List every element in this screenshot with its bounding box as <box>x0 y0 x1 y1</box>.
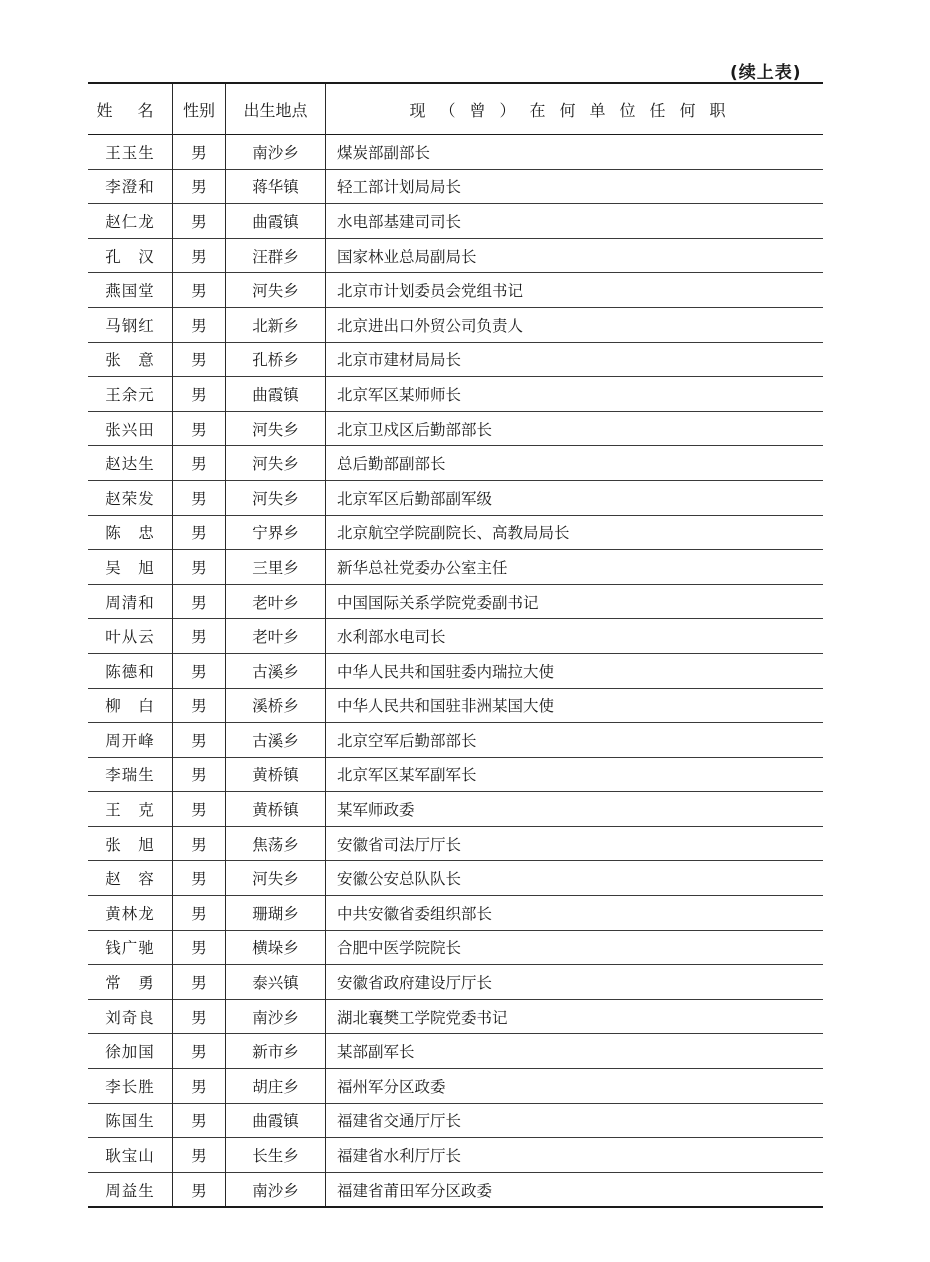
cell-gender: 男 <box>173 584 226 619</box>
cell-gender: 男 <box>173 688 226 723</box>
table-row <box>88 757 823 792</box>
table-row <box>88 273 823 308</box>
cell-name: 张 意 <box>105 351 155 370</box>
table-body <box>88 135 823 1208</box>
table-row <box>88 1034 823 1069</box>
cell-position: 福州军分区政委 <box>326 1069 824 1104</box>
cell-name: 孔 汉 <box>105 247 155 266</box>
table-row <box>88 480 823 515</box>
table-row <box>88 307 823 342</box>
cell-position: 北京市计划委员会党组书记 <box>326 273 824 308</box>
cell-name: 王余元 <box>105 385 155 404</box>
table-row <box>88 930 823 965</box>
cell-birthplace: 曲霞镇 <box>226 204 326 239</box>
cell-position: 北京军区某师师长 <box>326 377 824 412</box>
cell-gender: 男 <box>173 411 226 446</box>
cell-position: 福建省水利厅厅长 <box>326 1138 824 1173</box>
cell-birthplace: 河失乡 <box>226 861 326 896</box>
cell-name: 赵仁龙 <box>105 212 155 231</box>
cell-gender: 男 <box>173 1172 226 1207</box>
header-birthplace: 出生地点 <box>226 83 326 135</box>
cell-position: 中华人民共和国驻委内瑞拉大使 <box>326 653 824 688</box>
continued-table-note: (续上表) <box>730 63 802 83</box>
cell-position: 国家林业总局副局长 <box>326 238 824 273</box>
cell-name: 赵达生 <box>105 455 155 474</box>
table-row <box>88 792 823 827</box>
cell-birthplace: 汪群乡 <box>226 238 326 273</box>
cell-position: 中国国际关系学院党委副书记 <box>326 584 824 619</box>
table-row <box>88 723 823 758</box>
cell-gender: 男 <box>173 1138 226 1173</box>
cell-birthplace: 河失乡 <box>226 446 326 481</box>
cell-birthplace: 南沙乡 <box>226 1172 326 1207</box>
cell-position: 轻工部计划局局长 <box>326 169 824 204</box>
cell-birthplace: 黄桥镇 <box>226 792 326 827</box>
cell-gender: 男 <box>173 723 226 758</box>
cell-name: 柳 白 <box>105 697 155 716</box>
cell-name: 燕国堂 <box>105 282 155 301</box>
cell-position: 北京进出口外贸公司负责人 <box>326 307 824 342</box>
table-row <box>88 446 823 481</box>
cell-name: 陈 忠 <box>105 524 155 543</box>
cell-name: 赵 容 <box>105 870 155 889</box>
cell-gender: 男 <box>173 273 226 308</box>
cell-gender: 男 <box>173 515 226 550</box>
header-name: 姓 名 <box>96 100 164 120</box>
cell-name: 王玉生 <box>105 143 155 162</box>
cell-position: 福建省交通厅厅长 <box>326 1103 824 1138</box>
cell-gender: 男 <box>173 238 226 273</box>
cell-name: 李瑞生 <box>105 766 155 785</box>
cell-gender: 男 <box>173 342 226 377</box>
cell-birthplace: 黄桥镇 <box>226 757 326 792</box>
table-header <box>88 83 823 135</box>
table-row <box>88 1138 823 1173</box>
cell-position: 水电部基建司司长 <box>326 204 824 239</box>
cell-name: 王 克 <box>105 801 155 820</box>
table-row <box>88 826 823 861</box>
table-row <box>88 411 823 446</box>
cell-name: 赵荣发 <box>105 489 155 508</box>
cell-position: 某军师政委 <box>326 792 824 827</box>
cell-name: 刘奇良 <box>105 1008 155 1027</box>
table-row <box>88 238 823 273</box>
table-row <box>88 1103 823 1138</box>
cell-name: 周开峰 <box>105 731 155 750</box>
cell-name: 徐加国 <box>105 1043 155 1062</box>
header-row <box>88 83 823 135</box>
cell-birthplace: 珊瑚乡 <box>226 896 326 931</box>
cell-birthplace: 焦荡乡 <box>226 826 326 861</box>
table-row <box>88 965 823 1000</box>
cell-gender: 男 <box>173 826 226 861</box>
cell-name: 常 勇 <box>105 974 155 993</box>
cell-name: 张 旭 <box>105 835 155 854</box>
cell-birthplace: 古溪乡 <box>226 653 326 688</box>
cell-position: 新华总社党委办公室主任 <box>326 550 824 585</box>
cell-name: 周益生 <box>105 1181 155 1200</box>
cell-position: 北京军区后勤部副军级 <box>326 480 824 515</box>
cell-birthplace: 横垛乡 <box>226 930 326 965</box>
cell-birthplace: 河失乡 <box>226 411 326 446</box>
cell-position: 煤炭部副部长 <box>326 135 824 170</box>
cell-gender: 男 <box>173 550 226 585</box>
cell-gender: 男 <box>173 1034 226 1069</box>
cell-birthplace: 溪桥乡 <box>226 688 326 723</box>
cell-birthplace: 南沙乡 <box>226 999 326 1034</box>
table-row <box>88 135 823 170</box>
cell-position: 某部副军长 <box>326 1034 824 1069</box>
cell-birthplace: 蒋华镇 <box>226 169 326 204</box>
cell-gender: 男 <box>173 653 226 688</box>
cell-birthplace: 老叶乡 <box>226 584 326 619</box>
cell-birthplace: 新市乡 <box>226 1034 326 1069</box>
table-row <box>88 204 823 239</box>
cell-name: 马钢红 <box>105 316 155 335</box>
cell-birthplace: 北新乡 <box>226 307 326 342</box>
table-row <box>88 169 823 204</box>
cell-birthplace: 曲霞镇 <box>226 1103 326 1138</box>
cell-gender: 男 <box>173 999 226 1034</box>
cell-position: 安徽省司法厅厅长 <box>326 826 824 861</box>
table-row <box>88 999 823 1034</box>
cell-birthplace: 古溪乡 <box>226 723 326 758</box>
cell-gender: 男 <box>173 896 226 931</box>
cell-gender: 男 <box>173 135 226 170</box>
cell-gender: 男 <box>173 930 226 965</box>
cell-position: 湖北襄樊工学院党委书记 <box>326 999 824 1034</box>
cell-birthplace: 宁界乡 <box>226 515 326 550</box>
cell-gender: 男 <box>173 377 226 412</box>
cell-position: 北京市建材局局长 <box>326 342 824 377</box>
cell-position: 中共安徽省委组织部长 <box>326 896 824 931</box>
cell-gender: 男 <box>173 204 226 239</box>
cell-birthplace: 南沙乡 <box>226 135 326 170</box>
cell-position: 水利部水电司长 <box>326 619 824 654</box>
cell-gender: 男 <box>173 169 226 204</box>
cell-position: 总后勤部副部长 <box>326 446 824 481</box>
cell-gender: 男 <box>173 757 226 792</box>
table-row <box>88 342 823 377</box>
table-row <box>88 861 823 896</box>
table-row <box>88 1172 823 1207</box>
cell-gender: 男 <box>173 307 226 342</box>
cell-position: 福建省莆田军分区政委 <box>326 1172 824 1207</box>
cell-birthplace: 长生乡 <box>226 1138 326 1173</box>
table-row <box>88 619 823 654</box>
table-row <box>88 550 823 585</box>
cell-name: 周清和 <box>105 593 155 612</box>
cell-position: 中华人民共和国驻非洲某国大使 <box>326 688 824 723</box>
cell-gender: 男 <box>173 965 226 1000</box>
cell-name: 吴 旭 <box>105 558 155 577</box>
cell-name: 陈国生 <box>105 1112 155 1131</box>
cell-position: 北京航空学院副院长、高教局局长 <box>326 515 824 550</box>
cell-name: 陈德和 <box>105 662 155 681</box>
cell-gender: 男 <box>173 861 226 896</box>
cell-name: 张兴田 <box>105 420 155 439</box>
cell-birthplace: 河失乡 <box>226 273 326 308</box>
header-gender: 性别 <box>173 83 226 135</box>
cell-position: 北京空军后勤部部长 <box>326 723 824 758</box>
table-row <box>88 515 823 550</box>
cell-gender: 男 <box>173 619 226 654</box>
table-row <box>88 653 823 688</box>
cell-birthplace: 胡庄乡 <box>226 1069 326 1104</box>
cell-birthplace: 三里乡 <box>226 550 326 585</box>
cell-gender: 男 <box>173 1103 226 1138</box>
table-row <box>88 1069 823 1104</box>
cell-name: 李长胜 <box>105 1077 155 1096</box>
cell-birthplace: 曲霞镇 <box>226 377 326 412</box>
cell-position: 安徽省政府建设厅厅长 <box>326 965 824 1000</box>
cell-gender: 男 <box>173 446 226 481</box>
table-row <box>88 377 823 412</box>
cell-position: 安徽公安总队队长 <box>326 861 824 896</box>
cell-position: 北京卫戍区后勤部部长 <box>326 411 824 446</box>
table-row <box>88 584 823 619</box>
cell-position: 北京军区某军副军长 <box>326 757 824 792</box>
cell-name: 黄林龙 <box>105 904 155 923</box>
table-row <box>88 688 823 723</box>
cell-birthplace: 泰兴镇 <box>226 965 326 1000</box>
cell-birthplace: 河失乡 <box>226 480 326 515</box>
cell-birthplace: 老叶乡 <box>226 619 326 654</box>
cell-name: 耿宝山 <box>105 1147 155 1166</box>
header-position: 现（曾）在何单位任何职 <box>326 83 824 135</box>
cell-name: 李澄和 <box>105 178 155 197</box>
cell-name: 钱广驰 <box>105 939 155 958</box>
cell-birthplace: 孔桥乡 <box>226 342 326 377</box>
cell-gender: 男 <box>173 792 226 827</box>
cell-position: 合肥中医学院院长 <box>326 930 824 965</box>
cell-gender: 男 <box>173 480 226 515</box>
cell-name: 叶从云 <box>105 628 155 647</box>
table-row <box>88 896 823 931</box>
personnel-table <box>88 82 823 1208</box>
cell-gender: 男 <box>173 1069 226 1104</box>
